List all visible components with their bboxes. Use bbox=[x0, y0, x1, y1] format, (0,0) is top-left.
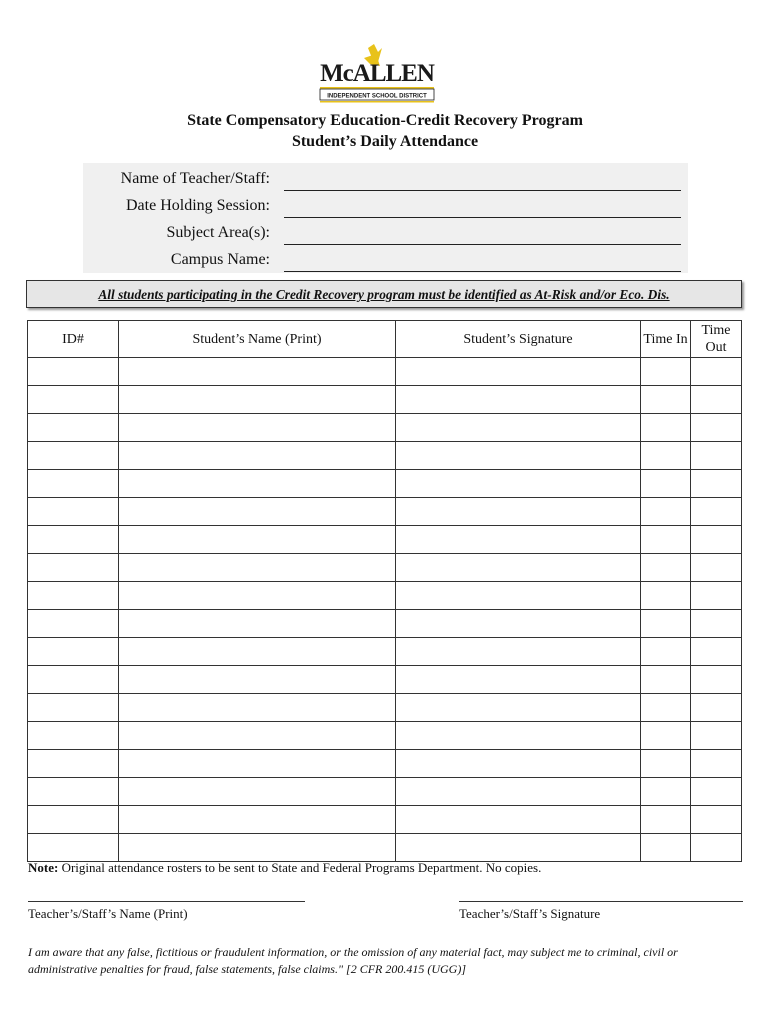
student-name-cell[interactable] bbox=[119, 442, 396, 470]
time-out-cell[interactable] bbox=[691, 526, 742, 554]
time-in-cell[interactable] bbox=[641, 666, 691, 694]
table-row bbox=[28, 470, 742, 498]
time-out-cell[interactable] bbox=[691, 806, 742, 834]
table-row bbox=[28, 414, 742, 442]
id-cell[interactable] bbox=[28, 750, 119, 778]
id-cell[interactable] bbox=[28, 610, 119, 638]
table-row bbox=[28, 834, 742, 862]
student-signature-cell[interactable] bbox=[396, 666, 641, 694]
subject-area-field[interactable] bbox=[284, 244, 681, 245]
logo-name: McALLEN bbox=[320, 60, 434, 87]
session-info-box bbox=[83, 163, 688, 273]
time-out-cell[interactable] bbox=[691, 414, 742, 442]
student-signature-cell[interactable] bbox=[396, 834, 641, 862]
student-name-cell[interactable] bbox=[119, 610, 396, 638]
student-name-cell[interactable] bbox=[119, 470, 396, 498]
teacher-name-print-line[interactable] bbox=[28, 901, 305, 902]
time-in-cell[interactable] bbox=[641, 638, 691, 666]
id-cell[interactable] bbox=[28, 414, 119, 442]
legal-disclaimer: I am aware that any false, fictitious or fraudulent information, or the omission of any material fact, may subject me to criminal, civil or administrative penalties for fraud, false statements, false claims." [2 CFR 200.415 (UGG)] bbox=[28, 945, 678, 976]
table-row bbox=[28, 610, 742, 638]
info-label: Campus Name: bbox=[170, 251, 270, 268]
time-out-cell[interactable] bbox=[691, 834, 742, 862]
student-signature-cell[interactable] bbox=[396, 554, 641, 582]
student-signature-cell[interactable] bbox=[396, 610, 641, 638]
time-in-cell[interactable] bbox=[641, 722, 691, 750]
info-row-subject bbox=[83, 221, 688, 248]
id-cell[interactable] bbox=[28, 582, 119, 610]
time-out-cell[interactable] bbox=[691, 442, 742, 470]
time-out-cell[interactable] bbox=[691, 610, 742, 638]
table-row bbox=[28, 750, 742, 778]
id-cell[interactable] bbox=[28, 554, 119, 582]
student-signature-cell[interactable] bbox=[396, 582, 641, 610]
id-cell[interactable] bbox=[28, 386, 119, 414]
time-out-cell[interactable] bbox=[691, 694, 742, 722]
id-cell[interactable] bbox=[28, 806, 119, 834]
teacher-signature-label: Teacher’s/Staff’s Signature bbox=[459, 906, 601, 921]
info-row-campus bbox=[83, 248, 688, 275]
student-name-cell[interactable] bbox=[119, 778, 396, 806]
time-in-cell[interactable] bbox=[641, 582, 691, 610]
time-out-cell[interactable] bbox=[691, 470, 742, 498]
student-name-cell[interactable] bbox=[119, 358, 396, 386]
student-name-cell[interactable] bbox=[119, 498, 396, 526]
student-signature-cell[interactable] bbox=[396, 722, 641, 750]
student-name-cell[interactable] bbox=[119, 834, 396, 862]
table-header-row bbox=[28, 321, 742, 358]
id-cell[interactable] bbox=[28, 778, 119, 806]
id-cell[interactable] bbox=[28, 470, 119, 498]
student-signature-cell[interactable] bbox=[396, 414, 641, 442]
student-name-cell[interactable] bbox=[119, 582, 396, 610]
info-label: Name of Teacher/Staff: bbox=[120, 170, 270, 187]
table-row bbox=[28, 582, 742, 610]
student-signature-cell[interactable] bbox=[396, 694, 641, 722]
note-text: Original attendance rosters to be sent to State and Federal Programs Department. No copies. bbox=[58, 860, 542, 875]
info-row-teacher bbox=[83, 167, 688, 194]
column-header-time-out: Time Out bbox=[691, 321, 742, 358]
student-signature-cell[interactable] bbox=[396, 442, 641, 470]
time-in-cell[interactable] bbox=[641, 414, 691, 442]
table-row bbox=[28, 526, 742, 554]
student-signature-cell[interactable] bbox=[396, 386, 641, 414]
time-out-cell[interactable] bbox=[691, 638, 742, 666]
student-name-cell[interactable] bbox=[119, 638, 396, 666]
table-row bbox=[28, 498, 742, 526]
student-name-cell[interactable] bbox=[119, 666, 396, 694]
info-row-date bbox=[83, 194, 688, 221]
note-label: Note: bbox=[28, 860, 59, 875]
table-row bbox=[28, 778, 742, 806]
time-in-cell[interactable] bbox=[641, 610, 691, 638]
student-name-cell[interactable] bbox=[119, 694, 396, 722]
time-out-cell[interactable] bbox=[691, 386, 742, 414]
time-out-cell[interactable] bbox=[691, 778, 742, 806]
time-out-cell[interactable] bbox=[691, 750, 742, 778]
table-row bbox=[28, 386, 742, 414]
page-title: State Compensatory Education-Credit Recovery Program bbox=[187, 112, 583, 129]
column-header-student-signature: Student’s Signature bbox=[396, 321, 641, 358]
time-in-cell[interactable] bbox=[641, 694, 691, 722]
time-in-cell[interactable] bbox=[641, 358, 691, 386]
table-row bbox=[28, 358, 742, 386]
teacher-name-print-label: Teacher’s/Staff’s Name (Print) bbox=[28, 906, 188, 921]
time-in-cell[interactable] bbox=[641, 470, 691, 498]
id-cell[interactable] bbox=[28, 526, 119, 554]
id-cell[interactable] bbox=[28, 358, 119, 386]
info-label: Date Holding Session: bbox=[126, 197, 270, 214]
teacher-signature-line[interactable] bbox=[459, 901, 743, 902]
student-name-cell[interactable] bbox=[119, 526, 396, 554]
teacher-name-field[interactable] bbox=[284, 190, 681, 191]
table-row bbox=[28, 666, 742, 694]
district-logo bbox=[318, 44, 436, 104]
table-row bbox=[28, 694, 742, 722]
student-signature-cell[interactable] bbox=[396, 358, 641, 386]
attendance-table bbox=[27, 320, 742, 862]
time-in-cell[interactable] bbox=[641, 442, 691, 470]
student-signature-cell[interactable] bbox=[396, 750, 641, 778]
time-in-cell[interactable] bbox=[641, 750, 691, 778]
time-in-cell[interactable] bbox=[641, 554, 691, 582]
attendance-table-body bbox=[28, 358, 742, 862]
time-out-cell[interactable] bbox=[691, 666, 742, 694]
column-header-time-in: Time In bbox=[641, 321, 691, 358]
time-out-cell[interactable] bbox=[691, 498, 742, 526]
student-signature-cell[interactable] bbox=[396, 638, 641, 666]
id-cell[interactable] bbox=[28, 442, 119, 470]
page-subtitle: Student’s Daily Attendance bbox=[291, 133, 479, 150]
student-name-cell[interactable] bbox=[119, 722, 396, 750]
eligibility-notice: All students participating in the Credit Recovery program must be identified as At-Risk and/or Eco. Dis. bbox=[26, 280, 742, 308]
logo-subtitle: INDEPENDENT SCHOOL DISTRICT bbox=[327, 93, 427, 100]
id-cell[interactable] bbox=[28, 666, 119, 694]
student-name-cell[interactable] bbox=[119, 750, 396, 778]
time-out-cell[interactable] bbox=[691, 582, 742, 610]
table-row bbox=[28, 806, 742, 834]
id-cell[interactable] bbox=[28, 498, 119, 526]
time-in-cell[interactable] bbox=[641, 526, 691, 554]
student-name-cell[interactable] bbox=[119, 806, 396, 834]
student-name-cell[interactable] bbox=[119, 554, 396, 582]
student-name-cell[interactable] bbox=[119, 386, 396, 414]
student-signature-cell[interactable] bbox=[396, 526, 641, 554]
session-date-field[interactable] bbox=[284, 217, 681, 218]
time-out-cell[interactable] bbox=[691, 554, 742, 582]
student-signature-cell[interactable] bbox=[396, 778, 641, 806]
time-out-cell[interactable] bbox=[691, 358, 742, 386]
table-row bbox=[28, 722, 742, 750]
column-header-student-name: Student’s Name (Print) bbox=[119, 321, 396, 358]
student-signature-cell[interactable] bbox=[396, 470, 641, 498]
table-row bbox=[28, 638, 742, 666]
campus-name-field[interactable] bbox=[284, 271, 681, 272]
info-label: Subject Area(s): bbox=[166, 224, 270, 241]
time-in-cell[interactable] bbox=[641, 498, 691, 526]
student-name-cell[interactable] bbox=[119, 414, 396, 442]
time-in-cell[interactable] bbox=[641, 806, 691, 834]
time-out-cell[interactable] bbox=[691, 722, 742, 750]
table-row bbox=[28, 442, 742, 470]
id-cell[interactable] bbox=[28, 722, 119, 750]
student-signature-cell[interactable] bbox=[396, 806, 641, 834]
id-cell[interactable] bbox=[28, 694, 119, 722]
note bbox=[28, 860, 541, 876]
time-in-cell[interactable] bbox=[641, 834, 691, 862]
student-signature-cell[interactable] bbox=[396, 498, 641, 526]
time-in-cell[interactable] bbox=[641, 386, 691, 414]
column-header-id: ID# bbox=[28, 321, 119, 358]
time-in-cell[interactable] bbox=[641, 778, 691, 806]
id-cell[interactable] bbox=[28, 834, 119, 862]
id-cell[interactable] bbox=[28, 638, 119, 666]
table-row bbox=[28, 554, 742, 582]
